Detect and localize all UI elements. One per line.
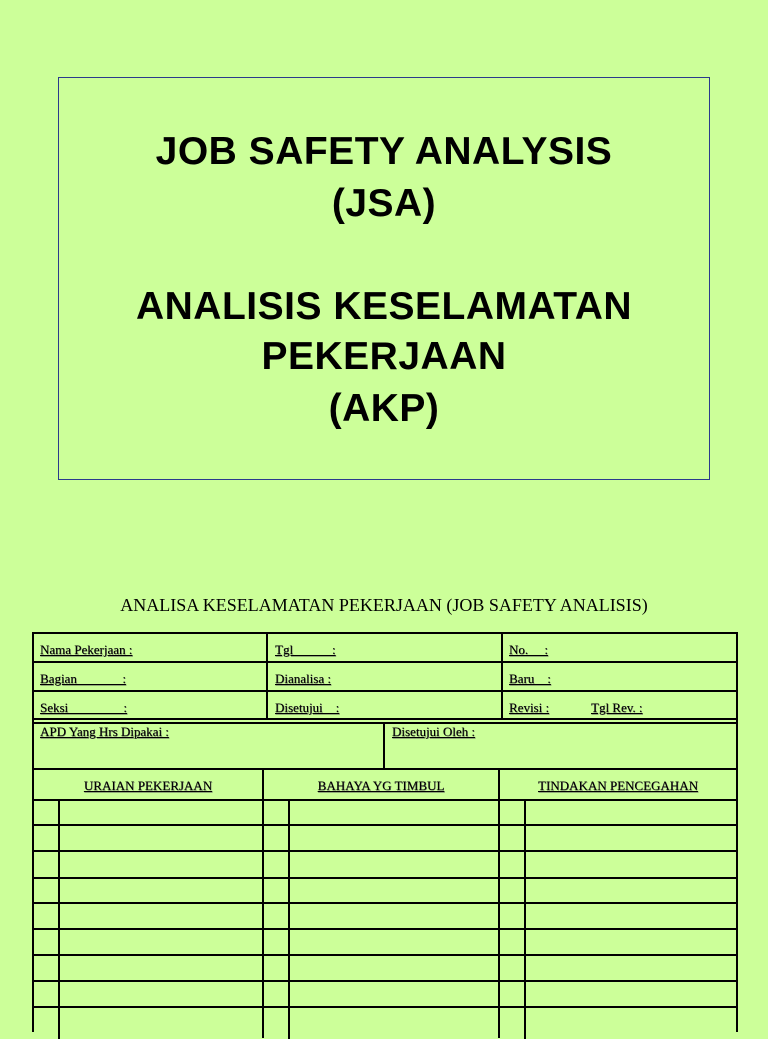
form-divider: [34, 877, 736, 879]
form-divider: [34, 718, 736, 720]
form-divider: [34, 661, 736, 663]
title-line-jsa: JOB SAFETY ANALYSIS: [155, 130, 613, 173]
form-divider: [34, 690, 736, 692]
form-divider: [34, 980, 736, 982]
form-heading: ANALISA KESELAMATAN PEKERJAAN (JOB SAFETY ANALISIS): [120, 595, 648, 615]
field-tgl-rev: Tgl Rev. :: [591, 700, 643, 715]
form-divider: [34, 850, 736, 852]
field-bagian: Bagian :: [40, 671, 126, 686]
form-divider: [383, 722, 385, 769]
form-divider: [262, 768, 264, 1038]
field-disetujui-oleh: Disetujui Oleh :: [392, 724, 476, 739]
jsa-form: [32, 632, 738, 1032]
form-divider: [34, 928, 736, 930]
title-box: [58, 77, 710, 480]
form-divider: [288, 799, 290, 1039]
field-no: No. :: [509, 642, 548, 657]
form-divider: [501, 634, 503, 719]
form-divider: [524, 799, 526, 1039]
form-divider: [34, 1006, 736, 1008]
form-divider: [266, 634, 268, 719]
form-divider: [34, 824, 736, 826]
column-header-bahaya: BAHAYA YG TIMBUL: [317, 778, 445, 793]
form-divider: [34, 799, 736, 801]
title-line-akp: ANALISIS KESELAMATAN: [135, 285, 633, 328]
form-divider: [34, 954, 736, 956]
form-divider: [34, 768, 736, 770]
column-header-tindakan: TINDAKAN PENCEGAHAN: [538, 778, 698, 793]
field-nama-pekerjaan: Nama Pekerjaan :: [40, 642, 133, 657]
field-baru: Baru :: [509, 671, 551, 686]
title-line-jsa-abbr: (JSA): [331, 182, 437, 225]
title-line-akp-2: PEKERJAAN: [261, 335, 507, 378]
field-seksi: Seksi :: [40, 700, 128, 715]
field-revisi: Revisi :: [509, 700, 550, 715]
form-divider: [498, 768, 500, 1038]
field-dianalisa: Dianalisa :: [275, 671, 331, 686]
title-line-akp-abbr: (AKP): [328, 387, 440, 430]
field-apd: APD Yang Hrs Dipakai :: [40, 724, 169, 739]
field-disetujui: Disetujui :: [275, 700, 340, 715]
form-divider: [58, 799, 60, 1039]
column-header-uraian: URAIAN PEKERJAAN: [83, 778, 213, 793]
form-divider: [34, 902, 736, 904]
field-tgl: Tgl :: [275, 642, 336, 657]
